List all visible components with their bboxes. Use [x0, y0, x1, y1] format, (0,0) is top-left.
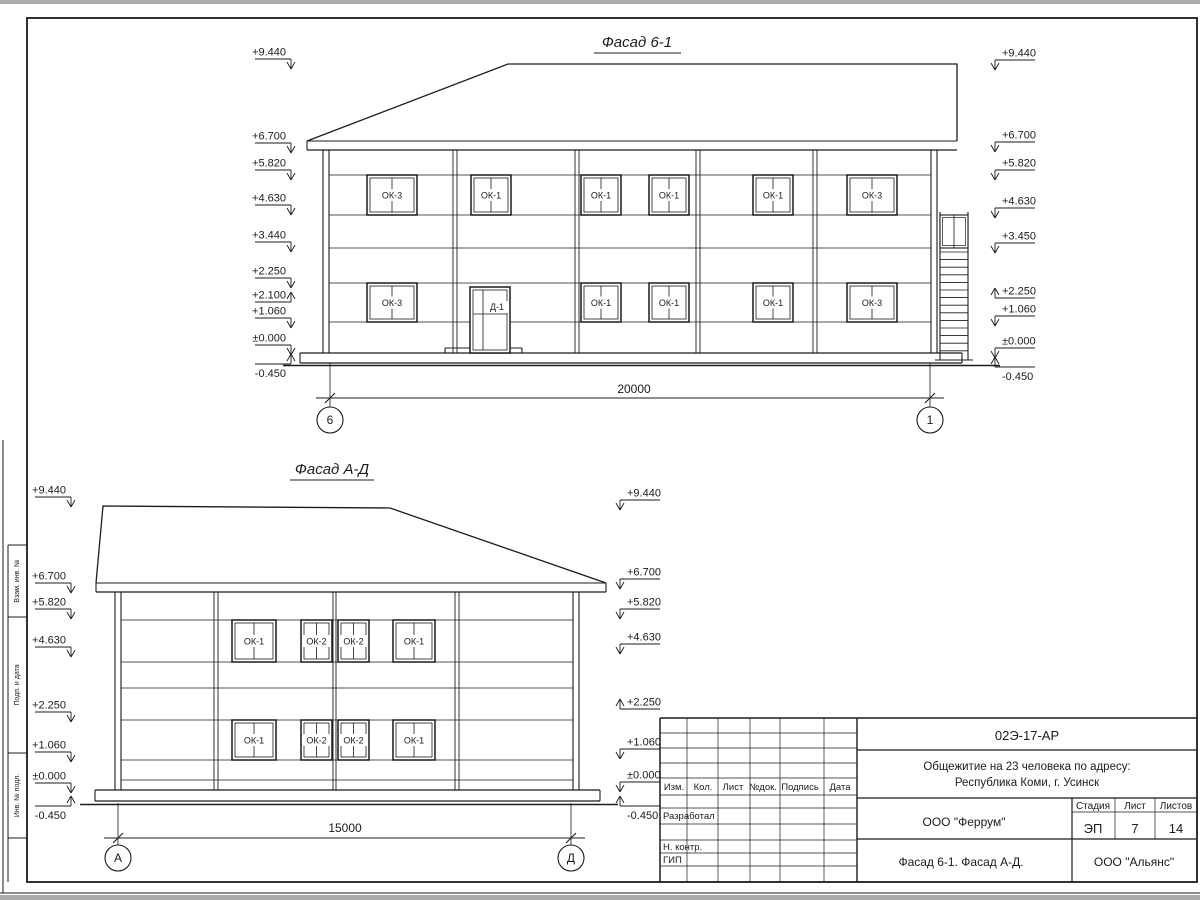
elevation-mark-label: +6.700 — [627, 566, 661, 579]
elevation-arrow — [287, 173, 291, 180]
elevation-arrow — [71, 612, 75, 619]
side-stamp-label: Взам. инв. № — [14, 559, 21, 603]
window-label: ОК-2 — [343, 735, 364, 746]
change-table-header: Изм. — [663, 782, 685, 793]
elevation-mark-label: +6.700 — [32, 570, 66, 583]
window-label: ОК-3 — [861, 298, 883, 308]
elevation-arrow — [67, 715, 71, 722]
window-label: ОК-1 — [403, 735, 425, 746]
elevation-mark-label: +5.820 — [627, 596, 661, 609]
role-label: Н. контр. — [663, 842, 703, 853]
elevation-mark-label: +6.700 — [1002, 129, 1036, 142]
role-label: Разработал — [663, 811, 715, 822]
elevation-mark-label: +2.250 — [1002, 285, 1036, 298]
window-label: ОК-1 — [658, 190, 680, 201]
window-label: ОК-1 — [590, 190, 612, 201]
side-stamp-label: Подп. и дата — [14, 664, 21, 706]
elevation-mark-label: +2.250 — [627, 696, 661, 709]
elevation-mark-label: -0.450 — [254, 368, 286, 380]
elevation-arrow — [616, 647, 620, 654]
stage-value: ЭП — [1083, 821, 1103, 836]
elevation-mark-label: ±0.000 — [1002, 335, 1036, 348]
window-label: ОК-3 — [381, 190, 403, 201]
window-label: ОК-3 — [861, 190, 883, 201]
elevation-arrow — [67, 796, 71, 803]
elevation-arrow — [616, 699, 620, 706]
elevation-arrow — [287, 146, 291, 153]
axis-label-a: А — [113, 851, 123, 865]
elevation-mark-label: +9.440 — [252, 46, 286, 59]
role-label: ГИП — [663, 855, 682, 866]
elevation-arrow — [67, 786, 71, 793]
elevation-arrow — [287, 208, 291, 215]
sheet-title: Фасад 6-1. Фасад А-Д. — [898, 855, 1024, 869]
elevation-arrow — [995, 288, 999, 295]
elevation-arrow — [995, 357, 999, 364]
elevation-arrow — [291, 292, 295, 299]
elevation-arrow — [291, 348, 295, 355]
elevation-arrow — [67, 755, 71, 762]
elevation-mark-label: ±0.000 — [627, 769, 661, 782]
elevation-arrow — [287, 62, 291, 69]
roof-outline — [307, 64, 957, 141]
change-table-header: Лист — [722, 782, 744, 793]
elevation-arrow — [995, 211, 999, 218]
window-label: ОК-1 — [480, 190, 502, 201]
elevation-mark-label: +5.820 — [32, 596, 66, 609]
elevation-mark-label: +9.440 — [32, 484, 66, 497]
elevation-arrow — [291, 281, 295, 288]
window-label: ОК-1 — [762, 298, 784, 308]
elevation-mark-label: +9.440 — [627, 487, 661, 500]
elevation-arrow — [71, 715, 75, 722]
elevation-arrow — [291, 245, 295, 252]
elevation-arrow — [616, 612, 620, 619]
project-name-line2: Республика Коми, г. Усинск — [954, 777, 1100, 789]
elevation-arrow — [991, 288, 995, 295]
elevation-arrow — [991, 351, 995, 358]
elevation-arrow — [71, 650, 75, 657]
elevation-arrow — [71, 500, 75, 507]
elevation-arrow — [620, 503, 624, 510]
change-table-header: Дата — [829, 782, 851, 793]
org-name: ООО "Феррум" — [922, 815, 1006, 829]
elevation-arrow — [71, 786, 75, 793]
elevation-arrow — [991, 211, 995, 218]
elevation-mark-label: +6.700 — [252, 130, 286, 143]
elevation-arrow — [67, 500, 71, 507]
window-label: ОК-1 — [403, 636, 425, 647]
paper-edge-top — [0, 0, 1200, 4]
elevation-arrow — [620, 752, 624, 759]
elevation-arrow — [620, 699, 624, 706]
window-label: ОК-1 — [243, 636, 265, 647]
change-table-header: Кол. — [693, 782, 713, 793]
elevation-arrow — [291, 208, 295, 215]
facade-6-1-drawing — [252, 47, 1036, 434]
elevation-arrow — [67, 612, 71, 619]
elevation-mark-label: +3.450 — [1002, 230, 1036, 243]
elevation-arrow — [291, 146, 295, 153]
elevation-arrow — [616, 582, 620, 589]
window-label: ОК-1 — [762, 190, 784, 201]
change-table-header: Подпись — [781, 782, 819, 793]
elevation-arrow — [291, 354, 295, 361]
elevation-mark-label: +1.060 — [252, 305, 286, 318]
sheet-label: Лист — [1124, 801, 1146, 812]
paper-edge-bottom — [0, 895, 1200, 900]
elevation-arrow — [620, 647, 624, 654]
elevation-mark-label: +1.060 — [32, 739, 66, 752]
elevation-mark-label: +2.100 — [252, 289, 286, 302]
doc-number: 02Э-17-АР — [994, 728, 1060, 743]
facade-a-d-drawing — [32, 485, 661, 872]
elevation-mark-label: +4.630 — [627, 631, 661, 644]
elevation-mark-label: +2.250 — [252, 265, 286, 278]
window-label: ОК-1 — [590, 298, 612, 308]
window-label: ОК-1 — [243, 735, 265, 746]
elevation-arrow — [995, 145, 999, 152]
sheets-value: 14 — [1168, 821, 1184, 836]
elevation-mark-label: -0.450 — [627, 810, 659, 822]
elevation-arrow — [995, 246, 999, 253]
elevation-arrow — [287, 245, 291, 252]
elevation-arrow — [620, 796, 624, 803]
elevation-mark-label: ±0.000 — [32, 770, 66, 783]
facade-a-d-dimension: 15000 — [328, 821, 362, 835]
elevation-arrow — [287, 348, 291, 355]
axis-label-d: Д — [566, 851, 576, 865]
elevation-arrow — [287, 292, 291, 299]
elevation-arrow — [71, 796, 75, 803]
company-name: ООО "Альянс" — [1093, 855, 1175, 869]
elevation-mark-label: +1.060 — [627, 736, 661, 749]
elevation-mark-label: ±0.000 — [252, 332, 286, 345]
project-name-line1: Общежитие на 23 человека по адресу: — [923, 761, 1131, 773]
elevation-mark-label: +4.630 — [252, 192, 286, 205]
window-label: ОК-2 — [306, 636, 327, 647]
elevation-arrow — [991, 357, 995, 364]
elevation-arrow — [291, 62, 295, 69]
facade-a-d-title: Фасад А-Д — [294, 461, 370, 478]
elevation-mark-label: +5.820 — [1002, 157, 1036, 170]
elevation-mark-label: -0.450 — [1002, 371, 1034, 383]
elevation-mark-label: +4.630 — [32, 634, 66, 647]
elevation-arrow — [620, 612, 624, 619]
elevation-mark-label: +1.060 — [1002, 303, 1036, 316]
sheets-label: Листов — [1159, 801, 1193, 812]
elevation-arrow — [616, 796, 620, 803]
drawing-frame — [27, 18, 1197, 882]
elevation-arrow — [287, 321, 291, 328]
axis-label-6: 6 — [326, 413, 334, 427]
entrance-door — [470, 287, 510, 353]
window-label: ОК-3 — [381, 298, 403, 308]
elevation-arrow — [991, 173, 995, 180]
elevation-arrow — [995, 63, 999, 70]
elevation-mark-label: +5.820 — [252, 157, 286, 170]
door-label: Д-1 — [489, 302, 505, 312]
elevation-arrow — [287, 281, 291, 288]
elevation-arrow — [995, 319, 999, 326]
facade-6-1-title: Фасад 6-1 — [601, 34, 673, 51]
elevation-arrow — [620, 582, 624, 589]
elevation-arrow — [291, 321, 295, 328]
elevation-arrow — [291, 173, 295, 180]
sheet-value: 7 — [1131, 821, 1139, 836]
elevation-arrow — [991, 319, 995, 326]
elevation-arrow — [620, 785, 624, 792]
elevation-arrow — [616, 785, 620, 792]
elevation-mark-label: +2.250 — [32, 699, 66, 712]
elevation-arrow — [71, 586, 75, 593]
axis-label-1: 1 — [926, 413, 934, 427]
elevation-arrow — [616, 752, 620, 759]
change-table-header: №док. — [749, 782, 777, 793]
elevation-arrow — [67, 586, 71, 593]
side-stamp-label: Инв. № подл. — [14, 773, 21, 818]
elevation-mark-label: +9.440 — [1002, 47, 1036, 60]
window-label: ОК-2 — [343, 636, 364, 647]
window-label: ОК-1 — [658, 298, 680, 308]
elevation-arrow — [287, 354, 291, 361]
elevation-mark-label: +3.440 — [252, 229, 286, 242]
elevation-arrow — [991, 63, 995, 70]
elevation-arrow — [991, 145, 995, 152]
facade-6-1-dimension: 20000 — [617, 382, 651, 396]
elevation-mark-label: -0.450 — [34, 810, 66, 822]
elevation-mark-label: +4.630 — [1002, 195, 1036, 208]
elevation-arrow — [616, 503, 620, 510]
elevation-arrow — [991, 246, 995, 253]
elevation-arrow — [995, 173, 999, 180]
roof-outline — [96, 506, 606, 583]
window-label: ОК-2 — [306, 735, 327, 746]
elevation-arrow — [71, 755, 75, 762]
elevation-arrow — [995, 351, 999, 358]
stage-label: Стадия — [1075, 801, 1111, 812]
elevation-arrow — [67, 650, 71, 657]
